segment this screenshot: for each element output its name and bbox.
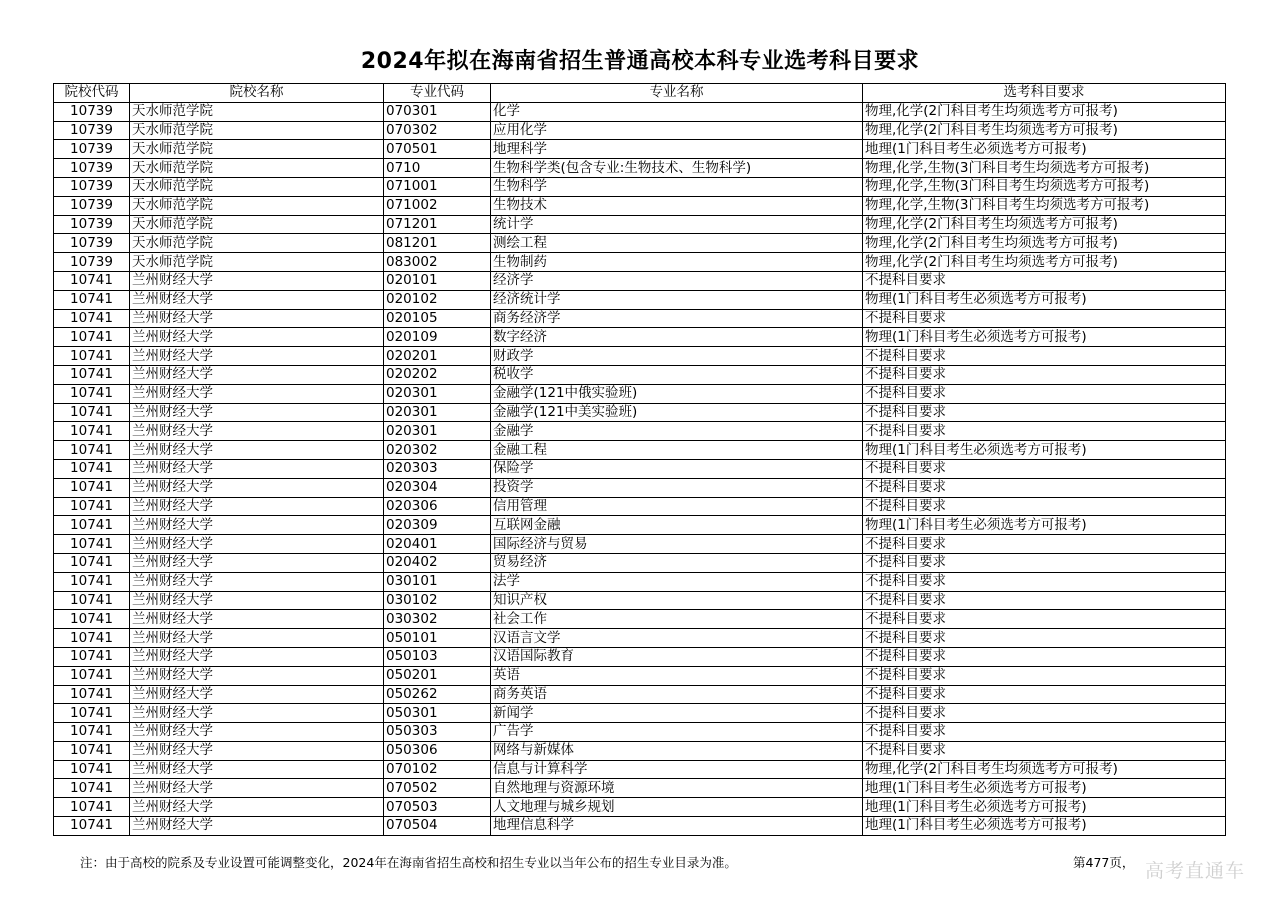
school-code-cell: 10741 [54,760,130,779]
major-name-cell: 投资学 [491,478,863,497]
school-code-cell: 10741 [54,271,130,290]
school-name-cell: 天水师范学院 [130,196,384,215]
subject-requirement-cell: 不提科目要求 [863,629,1226,648]
school-name-cell: 天水师范学院 [130,234,384,253]
major-name-cell: 经济学 [491,271,863,290]
major-name-cell: 经济统计学 [491,290,863,309]
major-code-cell: 070504 [384,817,491,836]
major-code-cell: 050306 [384,741,491,760]
school-name-cell: 兰州财经大学 [130,798,384,817]
major-name-cell: 国际经济与贸易 [491,535,863,554]
table-row [54,290,1226,309]
school-code-cell: 10741 [54,365,130,384]
major-code-cell: 050303 [384,723,491,742]
major-code-cell: 020309 [384,516,491,535]
school-code-cell: 10741 [54,309,130,328]
school-name-cell: 天水师范学院 [130,177,384,196]
subject-requirement-cell: 地理(1门科目考生必须选考方可报考) [863,140,1226,159]
school-code-cell: 10741 [54,798,130,817]
subject-requirement-cell: 不提科目要求 [863,365,1226,384]
subject-requirement-cell: 物理,化学,生物(3门科目考生均须选考方可报考) [863,159,1226,178]
table-row [54,422,1226,441]
school-name-cell: 兰州财经大学 [130,666,384,685]
school-code-cell: 10739 [54,177,130,196]
subject-requirement-cell: 不提科目要求 [863,347,1226,366]
table-row [54,798,1226,817]
table-row [54,271,1226,290]
subject-requirement-cell: 物理,化学(2门科目考生均须选考方可报考) [863,760,1226,779]
major-name-cell: 商务经济学 [491,309,863,328]
major-code-cell: 050103 [384,647,491,666]
table-row [54,610,1226,629]
major-code-cell: 070102 [384,760,491,779]
major-name-cell: 信息与计算科学 [491,760,863,779]
school-code-cell: 10741 [54,553,130,572]
school-code-cell: 10741 [54,572,130,591]
subject-requirement-cell: 不提科目要求 [863,591,1226,610]
subject-requirement-cell: 不提科目要求 [863,685,1226,704]
table-row [54,102,1226,121]
school-name-cell: 兰州财经大学 [130,591,384,610]
subject-requirement-cell: 物理(1门科目考生必须选考方可报考) [863,516,1226,535]
major-code-cell: 020306 [384,497,491,516]
subject-requirement-cell: 不提科目要求 [863,309,1226,328]
major-code-cell: 020301 [384,403,491,422]
school-name-cell: 兰州财经大学 [130,290,384,309]
major-code-cell: 020402 [384,553,491,572]
subject-requirement-cell: 物理(1门科目考生必须选考方可报考) [863,290,1226,309]
major-code-cell: 020201 [384,347,491,366]
header-major-code: 专业代码 [384,84,491,103]
table-row [54,403,1226,422]
subject-requirement-cell: 物理,化学(2门科目考生均须选考方可报考) [863,234,1226,253]
school-name-cell: 天水师范学院 [130,102,384,121]
table-row [54,441,1226,460]
major-code-cell: 030101 [384,572,491,591]
major-code-cell: 020202 [384,365,491,384]
major-code-cell: 020304 [384,478,491,497]
subject-requirement-cell: 物理,化学(2门科目考生均须选考方可报考) [863,253,1226,272]
major-code-cell: 070302 [384,121,491,140]
table-row [54,309,1226,328]
school-code-cell: 10741 [54,497,130,516]
subject-requirement-cell: 不提科目要求 [863,723,1226,742]
subject-requirement-cell: 不提科目要求 [863,403,1226,422]
subject-requirement-cell: 不提科目要求 [863,553,1226,572]
major-name-cell: 社会工作 [491,610,863,629]
subject-requirement-cell: 物理,化学(2门科目考生均须选考方可报考) [863,102,1226,121]
school-code-cell: 10739 [54,121,130,140]
school-code-cell: 10741 [54,629,130,648]
school-code-cell: 10741 [54,328,130,347]
major-name-cell: 生物科学类(包含专业:生物技术、生物科学) [491,159,863,178]
school-code-cell: 10741 [54,422,130,441]
school-name-cell: 天水师范学院 [130,253,384,272]
major-code-cell: 050301 [384,704,491,723]
major-name-cell: 保险学 [491,459,863,478]
table-row [54,497,1226,516]
school-code-cell: 10741 [54,591,130,610]
major-code-cell: 071002 [384,196,491,215]
major-code-cell: 070503 [384,798,491,817]
school-code-cell: 10741 [54,779,130,798]
watermark: 高考直通车 [1145,860,1246,882]
table-row [54,723,1226,742]
major-code-cell: 050101 [384,629,491,648]
school-code-cell: 10741 [54,516,130,535]
major-name-cell: 网络与新媒体 [491,741,863,760]
school-code-cell: 10741 [54,535,130,554]
school-name-cell: 兰州财经大学 [130,403,384,422]
school-name-cell: 兰州财经大学 [130,572,384,591]
school-code-cell: 10739 [54,102,130,121]
major-name-cell: 化学 [491,102,863,121]
school-code-cell: 10739 [54,196,130,215]
subject-requirement-cell: 不提科目要求 [863,478,1226,497]
subject-requirement-cell: 不提科目要求 [863,384,1226,403]
school-name-cell: 兰州财经大学 [130,516,384,535]
major-name-cell: 应用化学 [491,121,863,140]
page-number: 第477页， [1073,855,1135,870]
major-name-cell: 地理信息科学 [491,817,863,836]
major-code-cell: 020303 [384,459,491,478]
table-row [54,817,1226,836]
school-code-cell: 10741 [54,403,130,422]
school-code-cell: 10741 [54,459,130,478]
major-code-cell: 020109 [384,328,491,347]
table-row [54,516,1226,535]
school-name-cell: 天水师范学院 [130,121,384,140]
table-row [54,704,1226,723]
major-name-cell: 广告学 [491,723,863,742]
header-subject-requirement: 选考科目要求 [863,84,1226,103]
major-code-cell: 020101 [384,271,491,290]
school-code-cell: 10741 [54,478,130,497]
table-row [54,478,1226,497]
table-row [54,591,1226,610]
table-row [54,535,1226,554]
school-name-cell: 兰州财经大学 [130,685,384,704]
subject-requirement-cell: 不提科目要求 [863,535,1226,554]
requirements-table [53,83,1226,836]
subject-requirement-cell: 物理,化学(2门科目考生均须选考方可报考) [863,215,1226,234]
major-name-cell: 数字经济 [491,328,863,347]
major-name-cell: 财政学 [491,347,863,366]
major-name-cell: 汉语国际教育 [491,647,863,666]
school-name-cell: 兰州财经大学 [130,328,384,347]
school-code-cell: 10741 [54,685,130,704]
major-name-cell: 金融学(121中俄实验班) [491,384,863,403]
major-code-cell: 083002 [384,253,491,272]
table-row [54,666,1226,685]
school-name-cell: 兰州财经大学 [130,459,384,478]
school-name-cell: 兰州财经大学 [130,441,384,460]
table-row [54,365,1226,384]
footer-note: 注：由于高校的院系及专业设置可能调整变化，2024年在海南省招生高校和招生专业以当年公布的招生专业目录为准。 [80,855,737,870]
table-row [54,553,1226,572]
school-name-cell: 兰州财经大学 [130,723,384,742]
major-code-cell: 020102 [384,290,491,309]
major-code-cell: 030102 [384,591,491,610]
table-row [54,384,1226,403]
table-row [54,629,1226,648]
table-row [54,459,1226,478]
major-name-cell: 商务英语 [491,685,863,704]
table-row [54,741,1226,760]
major-code-cell: 0710 [384,159,491,178]
school-code-cell: 10739 [54,253,130,272]
subject-requirement-cell: 不提科目要求 [863,422,1226,441]
table-row [54,760,1226,779]
major-code-cell: 020301 [384,422,491,441]
major-code-cell: 070502 [384,779,491,798]
major-name-cell: 法学 [491,572,863,591]
school-name-cell: 兰州财经大学 [130,309,384,328]
major-name-cell: 金融工程 [491,441,863,460]
table-row [54,215,1226,234]
table-header-row [54,84,1226,103]
subject-requirement-cell: 不提科目要求 [863,704,1226,723]
subject-requirement-cell: 物理,化学,生物(3门科目考生均须选考方可报考) [863,196,1226,215]
school-name-cell: 兰州财经大学 [130,497,384,516]
subject-requirement-cell: 物理(1门科目考生必须选考方可报考) [863,441,1226,460]
major-code-cell: 070501 [384,140,491,159]
school-name-cell: 兰州财经大学 [130,817,384,836]
school-name-cell: 兰州财经大学 [130,741,384,760]
header-major-name: 专业名称 [491,84,863,103]
school-name-cell: 兰州财经大学 [130,365,384,384]
major-code-cell: 081201 [384,234,491,253]
major-code-cell: 071001 [384,177,491,196]
school-name-cell: 天水师范学院 [130,159,384,178]
school-name-cell: 兰州财经大学 [130,271,384,290]
header-school-name: 院校名称 [130,84,384,103]
subject-requirement-cell: 不提科目要求 [863,497,1226,516]
major-code-cell: 020401 [384,535,491,554]
school-name-cell: 兰州财经大学 [130,384,384,403]
subject-requirement-cell: 不提科目要求 [863,271,1226,290]
school-name-cell: 兰州财经大学 [130,478,384,497]
school-code-cell: 10741 [54,347,130,366]
major-name-cell: 地理科学 [491,140,863,159]
subject-requirement-cell: 不提科目要求 [863,647,1226,666]
major-code-cell: 020105 [384,309,491,328]
table-row [54,572,1226,591]
major-name-cell: 税收学 [491,365,863,384]
page-title: 2024年拟在海南省招生普通高校本科专业选考科目要求 [360,49,920,74]
school-name-cell: 兰州财经大学 [130,629,384,648]
subject-requirement-cell: 物理(1门科目考生必须选考方可报考) [863,328,1226,347]
major-code-cell: 030302 [384,610,491,629]
school-code-cell: 10741 [54,647,130,666]
school-code-cell: 10741 [54,610,130,629]
major-name-cell: 生物技术 [491,196,863,215]
major-name-cell: 自然地理与资源环境 [491,779,863,798]
major-name-cell: 知识产权 [491,591,863,610]
major-code-cell: 070301 [384,102,491,121]
subject-requirement-cell: 地理(1门科目考生必须选考方可报考) [863,817,1226,836]
school-code-cell: 10739 [54,140,130,159]
table-row [54,140,1226,159]
school-name-cell: 兰州财经大学 [130,647,384,666]
major-name-cell: 金融学(121中美实验班) [491,403,863,422]
major-code-cell: 020301 [384,384,491,403]
major-name-cell: 统计学 [491,215,863,234]
major-code-cell: 050262 [384,685,491,704]
school-code-cell: 10741 [54,817,130,836]
school-name-cell: 天水师范学院 [130,140,384,159]
major-code-cell: 050201 [384,666,491,685]
school-name-cell: 天水师范学院 [130,215,384,234]
school-name-cell: 兰州财经大学 [130,610,384,629]
school-code-cell: 10741 [54,741,130,760]
school-code-cell: 10741 [54,290,130,309]
major-name-cell: 新闻学 [491,704,863,723]
major-name-cell: 金融学 [491,422,863,441]
school-code-cell: 10739 [54,215,130,234]
major-name-cell: 汉语言文学 [491,629,863,648]
table-row [54,177,1226,196]
table-row [54,159,1226,178]
subject-requirement-cell: 不提科目要求 [863,459,1226,478]
major-name-cell: 生物科学 [491,177,863,196]
header-school-code: 院校代码 [54,84,130,103]
school-code-cell: 10739 [54,159,130,178]
table-row [54,647,1226,666]
school-code-cell: 10739 [54,234,130,253]
table-row [54,779,1226,798]
school-name-cell: 兰州财经大学 [130,553,384,572]
school-name-cell: 兰州财经大学 [130,779,384,798]
major-name-cell: 贸易经济 [491,553,863,572]
school-name-cell: 兰州财经大学 [130,760,384,779]
subject-requirement-cell: 地理(1门科目考生必须选考方可报考) [863,779,1226,798]
major-name-cell: 英语 [491,666,863,685]
major-code-cell: 071201 [384,215,491,234]
school-code-cell: 10741 [54,723,130,742]
table-row [54,347,1226,366]
major-name-cell: 信用管理 [491,497,863,516]
school-name-cell: 兰州财经大学 [130,535,384,554]
school-code-cell: 10741 [54,666,130,685]
subject-requirement-cell: 不提科目要求 [863,741,1226,760]
table-body [54,102,1226,835]
major-name-cell: 人文地理与城乡规划 [491,798,863,817]
subject-requirement-cell: 不提科目要求 [863,666,1226,685]
subject-requirement-cell: 不提科目要求 [863,572,1226,591]
table-row [54,234,1226,253]
major-code-cell: 020302 [384,441,491,460]
major-name-cell: 生物制药 [491,253,863,272]
subject-requirement-cell: 物理,化学,生物(3门科目考生均须选考方可报考) [863,177,1226,196]
school-code-cell: 10741 [54,441,130,460]
table-row [54,685,1226,704]
major-name-cell: 互联网金融 [491,516,863,535]
major-name-cell: 测绘工程 [491,234,863,253]
school-code-cell: 10741 [54,384,130,403]
table-row [54,121,1226,140]
school-name-cell: 兰州财经大学 [130,704,384,723]
table-row [54,253,1226,272]
subject-requirement-cell: 物理,化学(2门科目考生均须选考方可报考) [863,121,1226,140]
school-name-cell: 兰州财经大学 [130,347,384,366]
table-row [54,328,1226,347]
school-code-cell: 10741 [54,704,130,723]
table-row [54,196,1226,215]
school-name-cell: 兰州财经大学 [130,422,384,441]
subject-requirement-cell: 不提科目要求 [863,610,1226,629]
subject-requirement-cell: 地理(1门科目考生必须选考方可报考) [863,798,1226,817]
